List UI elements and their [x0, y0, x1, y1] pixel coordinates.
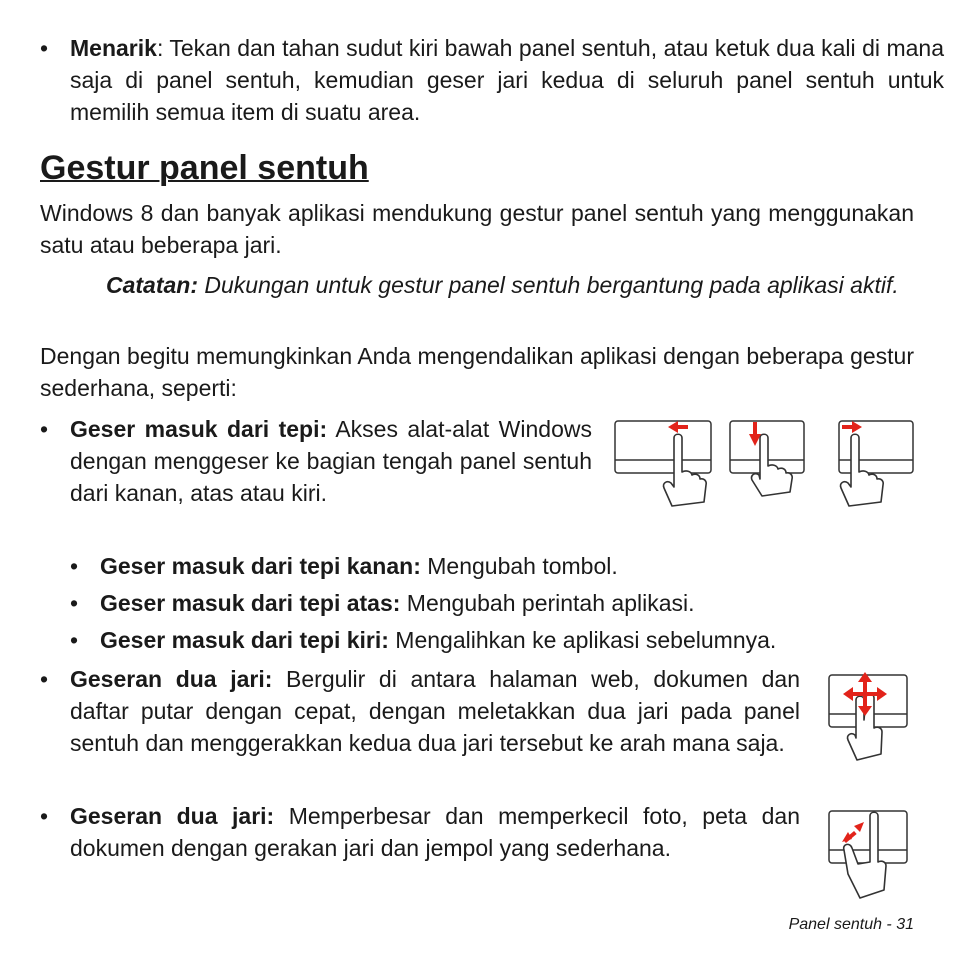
bullet-label: Geseran dua jari:	[70, 666, 273, 692]
bullet-pinch	[40, 800, 800, 864]
page-footer: Panel sentuh - 31	[788, 916, 914, 933]
sub-bullet-top	[40, 587, 944, 619]
diagonal-arrow-icon	[842, 822, 864, 843]
bullet-two-finger-scroll	[40, 663, 800, 759]
sub-bullet-right	[40, 550, 944, 582]
bullet-label: Geser masuk dari tepi:	[70, 416, 328, 442]
two-finger-scroll-illustration	[826, 670, 910, 774]
sub-bullet-text: Mengalihkan ke aplikasi sebelumnya.	[388, 627, 777, 653]
swipe-top-edge-illustration	[727, 416, 807, 512]
hand-icon	[664, 434, 707, 506]
pinch-zoom-illustration	[826, 806, 910, 910]
bullet-label: Menarik	[70, 35, 157, 61]
bullet-dot: •	[40, 416, 49, 442]
paragraph-intro: Windows 8 dan banyak aplikasi mendukung gestur panel sentuh yang menggunakan satu atau beberapa jari.	[40, 200, 914, 258]
bullet-dot: •	[40, 666, 49, 692]
section-heading: Gestur panel sentuh	[40, 149, 369, 187]
hand-icon	[752, 434, 793, 496]
sub-bullet-text: Mengubah tombol.	[420, 553, 618, 579]
bullet-dot: •	[70, 553, 79, 579]
bullet-text: Akses alat-alat Windows dengan menggeser ke bagian tengah panel sentuh dari kanan, atas atau kiri.	[70, 416, 592, 506]
bullet-label: Geseran dua jari:	[70, 803, 275, 829]
bullet-dot: •	[40, 35, 49, 61]
bullet-dot: •	[40, 803, 49, 829]
note-label: Catatan:	[106, 272, 199, 298]
bullet-menarik	[40, 32, 944, 128]
sub-bullet-label: Geser masuk dari tepi kiri:	[100, 627, 389, 653]
sub-bullet-left	[40, 624, 944, 656]
note	[40, 269, 914, 301]
bullet-edge-swipe	[40, 413, 592, 509]
arrow-right-icon	[842, 421, 862, 433]
swipe-left-edge-illustration	[836, 416, 916, 512]
arrow-left-icon	[668, 421, 688, 433]
hand-icon	[841, 434, 884, 506]
bullet-dot: •	[70, 627, 79, 653]
touchpad-icon	[829, 811, 907, 863]
bullet-text: : Tekan dan tahan sudut kiri bawah panel sentuh, atau ketuk dua kali di mana saja di panel sentuh, kemudian geser jari kedua di seluruh panel sentuh untuk memilih semua item di suatu area.	[70, 35, 944, 125]
bullet-text: Memperbesar dan memperkecil foto, peta dan dokumen dengan gerakan jari dan jempol yang sederhana.	[70, 803, 800, 861]
pinch-hand-icon	[844, 812, 886, 898]
swipe-right-edge-illustration	[612, 416, 716, 512]
paragraph-gestures: Dengan begitu memungkinkan Anda mengendalikan aplikasi dengan beberapa gestur sederhana, seperti:	[40, 343, 914, 401]
bullet-text: Bergulir di antara halaman web, dokumen dan daftar putar dengan cepat, dengan meletakkan dua jari pada panel sentuh dan menggerakkan kedua dua jari tersebut ke arah mana saja.	[70, 666, 800, 756]
bullet-dot: •	[70, 590, 79, 616]
sub-bullet-label: Geser masuk dari tepi atas:	[100, 590, 401, 616]
sub-bullet-text: Mengubah perintah aplikasi.	[400, 590, 695, 616]
sub-bullet-label: Geser masuk dari tepi kanan:	[100, 553, 421, 579]
touchpad-icon	[615, 421, 711, 473]
note-text: Dukungan untuk gestur panel sentuh bergantung pada aplikasi aktif.	[198, 272, 899, 298]
four-way-arrow-icon	[843, 672, 887, 716]
